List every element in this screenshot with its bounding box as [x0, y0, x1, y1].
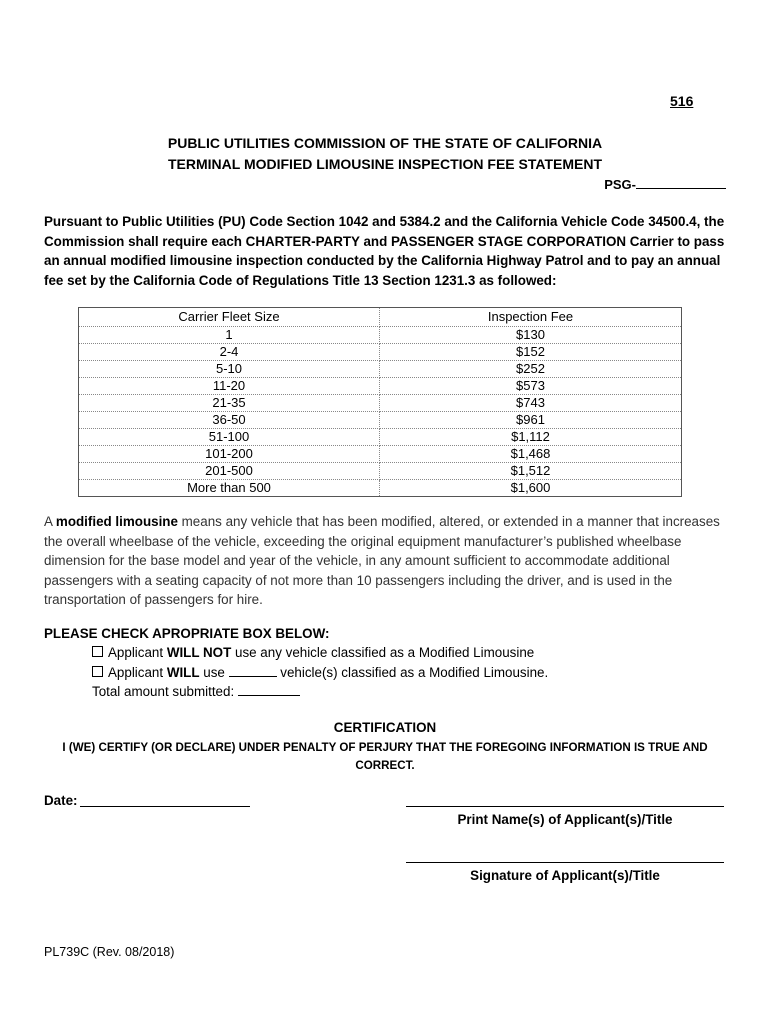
fee-cell: $1,512	[380, 463, 682, 480]
modified-limousine-definition	[44, 512, 734, 610]
fee-cell: $1,468	[380, 446, 682, 463]
option-will-use	[92, 664, 548, 680]
table-row	[79, 327, 682, 344]
definition-term: modified limousine	[55, 514, 178, 529]
fleet-size-cell: 21-35	[79, 395, 380, 412]
will-use-checkbox[interactable]	[92, 666, 103, 677]
fee-cell: $252	[380, 361, 682, 378]
fee-cell: $1,600	[380, 480, 682, 497]
table-row	[79, 429, 682, 446]
fleet-size-cell: 101-200	[79, 446, 380, 463]
commission-title: PUBLIC UTILITIES COMMISSION OF THE STATE OF CALIFORNIA	[167, 135, 603, 151]
fee-table	[78, 307, 682, 497]
fee-cell: $743	[380, 395, 682, 412]
total-amount-row	[92, 683, 300, 699]
fee-cell: $961	[380, 412, 682, 429]
date-field[interactable]	[80, 806, 250, 807]
fleet-size-cell: 2-4	[79, 344, 380, 361]
form-revision: PL739C (Rev. 08/2018)	[44, 945, 175, 959]
fleet-size-cell: 1	[79, 327, 380, 344]
fleet-size-cell: 51-100	[79, 429, 380, 446]
table-row	[79, 378, 682, 395]
option-will-not-use	[92, 645, 534, 660]
psg-number-field[interactable]	[604, 176, 726, 192]
fleet-size-cell: 36-50	[79, 412, 380, 429]
fleet-size-cell: More than 500	[79, 480, 380, 497]
signature-label: Signature of Applicant(s)/Title	[470, 868, 660, 883]
definition-prefix: A	[44, 514, 56, 529]
fleet-size-cell: 201-500	[79, 463, 380, 480]
checkbox-heading: PLEASE CHECK APROPRIATE BOX BELOW:	[44, 626, 330, 641]
option1-emphasis: WILL NOT	[166, 645, 232, 660]
print-name-field[interactable]	[406, 806, 724, 807]
total-amount-label: Total amount submitted:	[92, 684, 238, 699]
table-row	[79, 361, 682, 378]
table-row	[79, 480, 682, 497]
table-row	[79, 412, 682, 429]
fee-cell: $152	[380, 344, 682, 361]
option2-suffix: vehicle(s) classified as a Modified Limousine.	[276, 665, 549, 680]
fleet-size-cell: 5-10	[79, 361, 380, 378]
fleet-size-cell: 11-20	[79, 378, 380, 395]
psg-label: PSG-	[604, 177, 636, 192]
date-label: Date:	[44, 793, 78, 808]
inspection-fee-header: Inspection Fee	[380, 308, 682, 327]
option2-middle: use	[199, 665, 229, 680]
intro-paragraph: Pursuant to Public Utilities (PU) Code Section 1042 and 5384.2 and the California Vehicle Code 34500.4, the Commission shall require each CHARTER-PARTY and PASSENGER STAGE CORPORATION Carrier to pass an annual modified limousine inspection conducted by the California Highway Patrol and to pay an annual fee set by the California Code of Regulations Title 13 Section 1231.3 as followed:	[44, 214, 725, 288]
fee-table-header-row	[79, 308, 682, 327]
print-name-label: Print Name(s) of Applicant(s)/Title	[457, 812, 673, 827]
fleet-size-header: Carrier Fleet Size	[79, 308, 380, 327]
statement-title: TERMINAL MODIFIED LIMOUSINE INSPECTION FEE STATEMENT	[167, 156, 602, 172]
table-row	[79, 463, 682, 480]
vehicle-count-blank[interactable]	[229, 664, 277, 677]
fee-cell: $1,112	[380, 429, 682, 446]
option1-prefix: Applicant	[108, 645, 167, 660]
fee-cell: $573	[380, 378, 682, 395]
will-not-use-checkbox[interactable]	[92, 646, 103, 657]
fee-cell: $130	[380, 327, 682, 344]
option1-suffix: use any vehicle classified as a Modified Limousine	[231, 645, 535, 660]
certification-text: I (WE) CERTIFY (OR DECLARE) UNDER PENALTY OF PERJURY THAT THE FOREGOING INFORMATION IS TRUE AND CORRECT.	[62, 741, 708, 772]
signature-field[interactable]	[406, 862, 724, 863]
certification-title: CERTIFICATION	[333, 720, 437, 735]
table-row	[79, 344, 682, 361]
psg-blank[interactable]	[636, 176, 726, 189]
table-row	[79, 446, 682, 463]
option2-emphasis: WILL	[166, 665, 200, 680]
total-amount-blank[interactable]	[238, 683, 300, 696]
option2-prefix: Applicant	[108, 665, 167, 680]
form-number: 516	[670, 93, 694, 109]
definition-body: means any vehicle that has been modified, altered, or extended in a manner that increases the overall wheelbase of the vehicle, exceeding the original equipment manufacturer’s published wheelbase dimension for the base model and year of the vehicle, in any amount sufficient to accommodate additional passengers with a seating capacity of not more than 10 passengers including the driver, and is used in the transportation of passengers for hire.	[44, 514, 720, 607]
table-row	[79, 395, 682, 412]
